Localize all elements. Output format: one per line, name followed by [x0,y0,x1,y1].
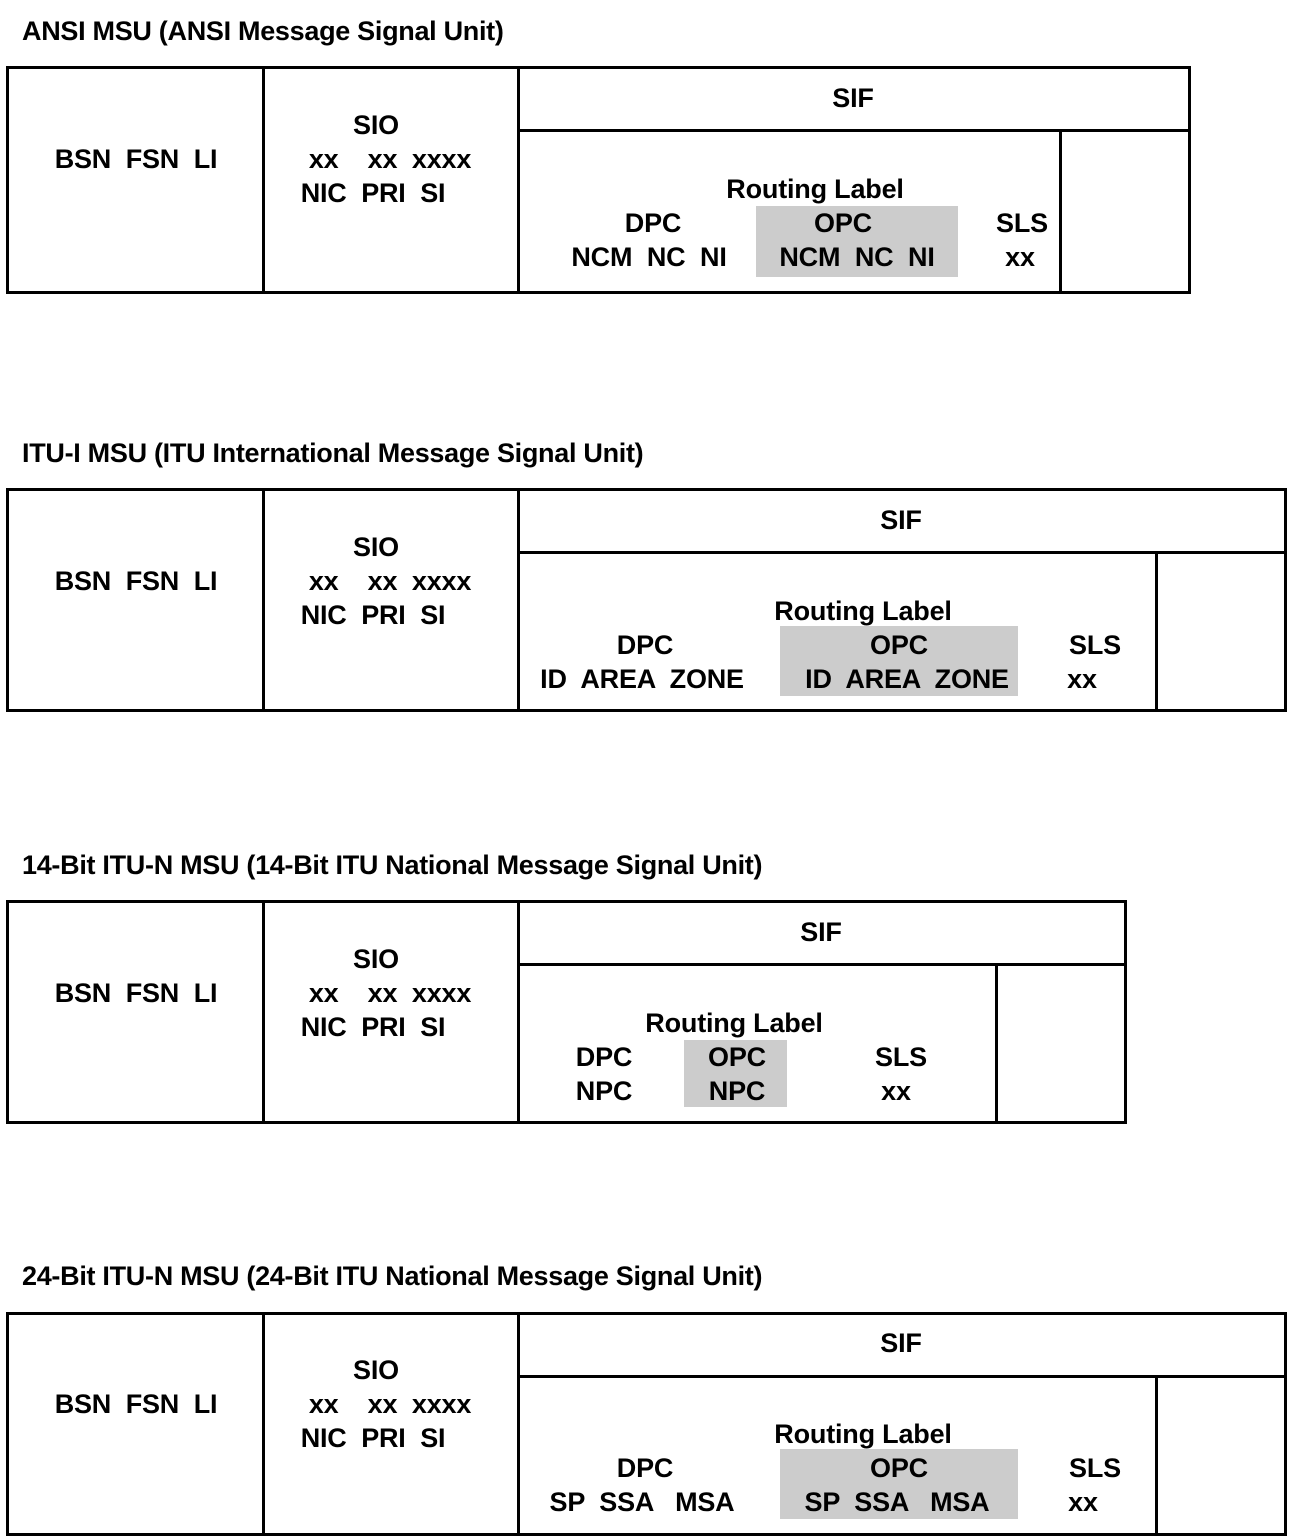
routing-label: Routing Label [774,1419,952,1449]
opc-label: OPC [870,630,928,660]
header-fields: BSN FSN LI [54,978,218,1008]
sio-values: xx xx xxxx [308,566,472,596]
dpc-fields: SP SSA MSA [549,1487,735,1517]
dpc-label: DPC [575,1042,633,1072]
header-fields: BSN FSN LI [54,144,218,174]
routing-label: Routing Label [774,596,952,626]
msu-frame [6,900,1127,1124]
sls-value: xx [1005,242,1035,272]
sio-values: xx xx xxxx [308,144,472,174]
opc-fields: ID AREA ZONE [805,664,1009,694]
diagram-title: ITU-I MSU (ITU International Message Signal Unit) [22,438,644,468]
sio-values: xx xx xxxx [308,978,472,1008]
sif-label: SIF [880,505,922,535]
sls-label: SLS [1069,630,1121,660]
sio-fields: NIC PRI SI [300,1423,446,1453]
header-fields: BSN FSN LI [54,1389,218,1419]
sls-value: xx [881,1076,911,1106]
dpc-label: DPC [624,208,682,238]
divider [995,963,998,1124]
dpc-fields: NCM NC NI [571,242,727,272]
opc-fields: NCM NC NI [779,242,935,272]
sio-label: SIO [353,944,399,974]
dpc-label: DPC [616,1453,674,1483]
divider [517,900,520,1124]
divider [262,66,265,294]
diagram-title: 24-Bit ITU-N MSU (24-Bit ITU National Message Signal Unit) [22,1261,763,1291]
sio-label: SIO [353,110,399,140]
divider [262,1312,265,1536]
opc-fields: SP SSA MSA [804,1487,990,1517]
divider [1059,129,1062,294]
sio-fields: NIC PRI SI [300,178,446,208]
sio-label: SIO [353,532,399,562]
sio-label: SIO [353,1355,399,1385]
routing-label: Routing Label [726,174,904,204]
divider [517,66,520,294]
sif-divider [517,1375,1287,1378]
opc-fields: NPC [708,1076,766,1106]
dpc-fields: NPC [575,1076,633,1106]
dpc-label: DPC [616,630,674,660]
diagram-title: ANSI MSU (ANSI Message Signal Unit) [22,16,504,46]
sif-divider [517,551,1287,554]
sif-label: SIF [880,1328,922,1358]
sls-label: SLS [1069,1453,1121,1483]
sif-label: SIF [800,917,842,947]
header-fields: BSN FSN LI [54,566,218,596]
sio-fields: NIC PRI SI [300,1012,446,1042]
divider [1155,1375,1158,1536]
sif-divider [517,963,1127,966]
divider [1155,551,1158,712]
divider [262,900,265,1124]
sio-values: xx xx xxxx [308,1389,472,1419]
sif-label: SIF [832,83,874,113]
sls-value: xx [1067,664,1097,694]
sls-label: SLS [875,1042,927,1072]
opc-label: OPC [708,1042,766,1072]
opc-label: OPC [870,1453,928,1483]
sif-divider [517,129,1191,132]
sio-fields: NIC PRI SI [300,600,446,630]
divider [262,488,265,712]
sls-value: xx [1068,1487,1098,1517]
sls-label: SLS [996,208,1048,238]
opc-label: OPC [814,208,872,238]
divider [517,1312,520,1536]
routing-label: Routing Label [645,1008,823,1038]
divider [517,488,520,712]
diagram-title: 14-Bit ITU-N MSU (14-Bit ITU National Message Signal Unit) [22,850,763,880]
dpc-fields: ID AREA ZONE [540,664,744,694]
